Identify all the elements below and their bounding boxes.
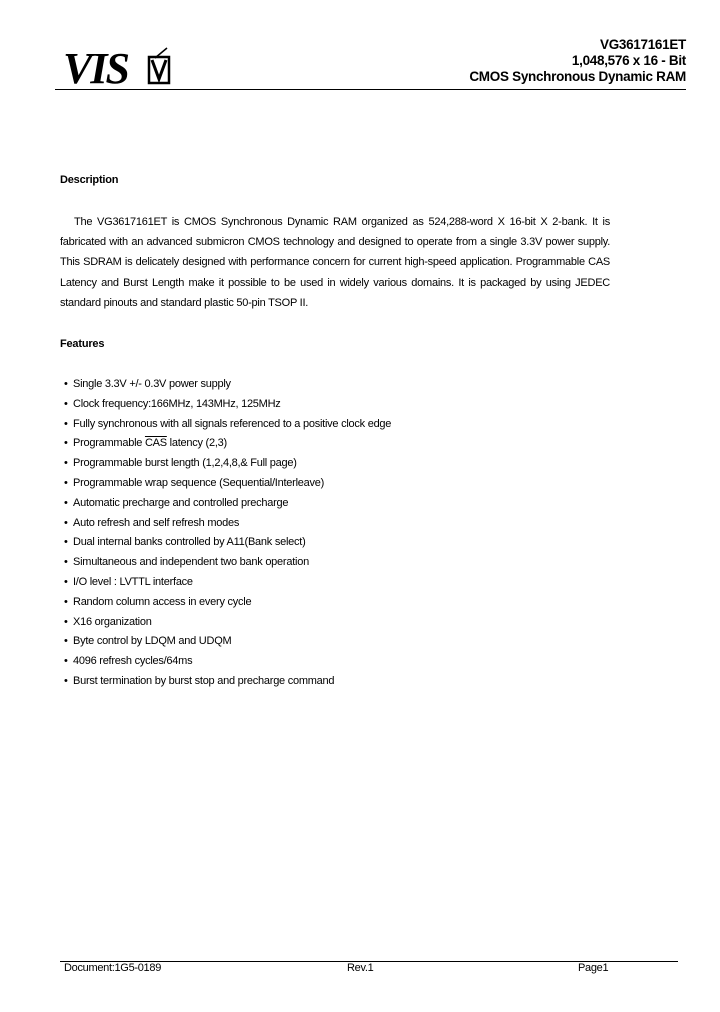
bullet: •: [64, 417, 68, 430]
bullet: •: [64, 655, 68, 668]
features-heading: Features: [60, 338, 105, 350]
feature-item: [64, 553, 391, 573]
feature-text: I/O level : LVTTL interface: [73, 575, 193, 588]
feature-item: [64, 415, 391, 435]
feature-text: Burst termination by burst stop and precharge command: [73, 674, 335, 687]
feature-text: Clock frequency:166MHz, 143MHz, 125MHz: [73, 397, 281, 410]
feature-text: Auto refresh and self refresh modes: [73, 516, 240, 529]
feature-item: [64, 375, 391, 395]
feature-item: [64, 593, 391, 613]
bullet: •: [64, 516, 68, 529]
feature-text: Programmable $\overline{CAS}$ latency (2,3): [73, 437, 227, 450]
header-rule: [55, 89, 686, 90]
company-logo: [63, 46, 175, 92]
document-header: [469, 37, 686, 85]
organization: 1,048,576 x 16 - Bit: [571, 53, 686, 68]
revision: Rev.1: [347, 962, 374, 974]
feature-text: Byte control by LDQM and UDQM: [73, 635, 232, 648]
bullet: •: [64, 536, 68, 549]
feature-item: [64, 434, 391, 454]
bullet: •: [64, 556, 68, 569]
feature-item: [64, 514, 391, 534]
feature-item: [64, 454, 391, 474]
feature-item: [64, 652, 391, 672]
feature-text: X16 organization: [73, 615, 152, 628]
feature-text: Single 3.3V +/- 0.3V power supply: [73, 378, 231, 390]
feature-item: [64, 672, 391, 692]
svg-text:VIS: VIS: [63, 46, 128, 92]
feature-item: [64, 573, 391, 593]
feature-text: Programmable wrap sequence (Sequential/Interleave): [73, 476, 325, 489]
feature-text: Dual internal banks controlled by A11(Bank select): [73, 536, 306, 549]
bullet: •: [64, 615, 68, 628]
bullet: •: [64, 674, 68, 687]
feature-item: [64, 494, 391, 514]
bullet: •: [64, 476, 68, 489]
features-list: [64, 375, 391, 692]
bullet: •: [64, 575, 68, 588]
feature-text: Simultaneous and independent two bank operation: [73, 556, 309, 569]
page-number: Page1: [578, 962, 609, 974]
description-text: The VG3617161ET is CMOS Synchronous Dynamic RAM organized as 524,288-word X 16-bit X 2-bank. It is fabricated with an advanced submicron CMOS technology and designed to operate from a single 3.3V power supply. This SDRAM is delicately designed with performance concern for current high-speed application. Programmable CAS Latency and Burst Length make it possible to be used in widely various domains. It is packaged by using JEDEC standard pinouts and standard plastic 50-pin TSOP II.: [60, 216, 610, 309]
description-body: [60, 212, 610, 313]
feature-text: Automatic precharge and controlled precharge: [73, 496, 289, 509]
device-type: CMOS Synchronous Dynamic RAM: [469, 69, 686, 84]
feature-item: [64, 613, 391, 633]
feature-item: [64, 474, 391, 494]
cas-signal: $\overline{CAS}$: [144, 437, 167, 450]
feature-text: 4096 refresh cycles/64ms: [73, 655, 193, 668]
description-heading: Description: [60, 174, 119, 186]
feature-item: [64, 395, 391, 415]
feature-text: Fully synchronous with all signals referenced to a positive clock edge: [73, 417, 392, 430]
bullet: •: [64, 595, 68, 608]
feature-text: Random column access in every cycle: [73, 595, 252, 608]
feature-item: [64, 632, 391, 652]
part-number: VG3617161ET: [599, 37, 686, 52]
bullet: •: [64, 496, 68, 509]
bullet: •: [64, 437, 68, 450]
bullet: •: [64, 635, 68, 648]
bullet: •: [64, 397, 68, 410]
feature-item: [64, 533, 391, 553]
bullet: •: [64, 378, 68, 390]
feature-text: Programmable burst length (1,2,4,8,& Full page): [73, 457, 297, 470]
document-number: Document:1G5-0189: [64, 962, 162, 974]
bullet: •: [64, 457, 68, 470]
